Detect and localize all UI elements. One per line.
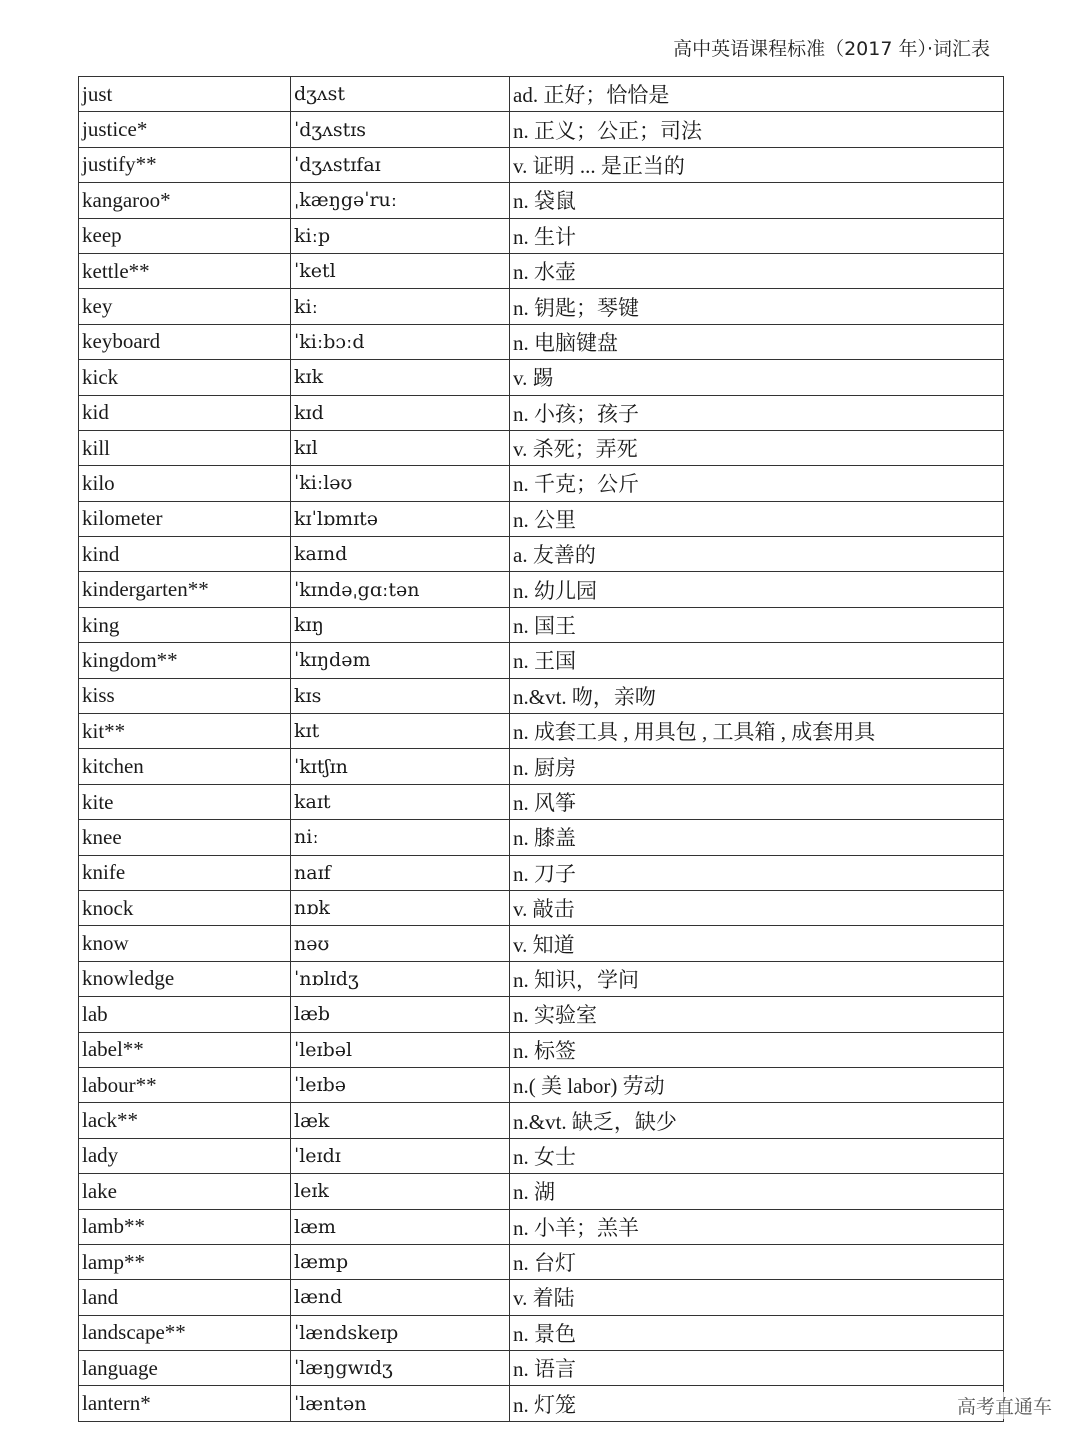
table-row (79, 147, 1004, 182)
word-cell: kindergarten** (79, 572, 291, 607)
phonetic-cell: læmp (291, 1244, 510, 1279)
phonetic-cell: ˈketl (291, 253, 510, 288)
meaning-cell: v. 知道 (510, 926, 1004, 961)
meaning-cell: n. 实验室 (510, 997, 1004, 1032)
phonetic-cell: ˈnɒlɪdʒ (291, 961, 510, 996)
meaning-cell: n. 正义；公正；司法 (510, 112, 1004, 147)
meaning-cell: n. 千克；公斤 (510, 466, 1004, 501)
phonetic-cell: kaɪnd (291, 537, 510, 572)
table-row (79, 1209, 1004, 1244)
word-cell: justify** (79, 147, 291, 182)
phonetic-cell: kɪk (291, 360, 510, 395)
table-row (79, 501, 1004, 536)
meaning-cell: v. 着陆 (510, 1280, 1004, 1315)
table-row (79, 360, 1004, 395)
table-row (79, 961, 1004, 996)
word-cell: kilo (79, 466, 291, 501)
watermark: 高考直通车 (957, 1392, 1052, 1419)
word-cell: justice* (79, 112, 291, 147)
word-cell: kiss (79, 678, 291, 713)
table-row (79, 749, 1004, 784)
word-cell: know (79, 926, 291, 961)
word-cell: kettle** (79, 253, 291, 288)
meaning-cell: n. 幼儿园 (510, 572, 1004, 607)
meaning-cell: n. 袋鼠 (510, 183, 1004, 218)
meaning-cell: n. 标签 (510, 1032, 1004, 1067)
word-cell: kitchen (79, 749, 291, 784)
phonetic-cell: ˈlæŋgwɪdʒ (291, 1351, 510, 1386)
meaning-cell: n. 公里 (510, 501, 1004, 536)
table-row (79, 1280, 1004, 1315)
table-row (79, 572, 1004, 607)
phonetic-cell: kɪd (291, 395, 510, 430)
phonetic-cell: naɪf (291, 855, 510, 890)
phonetic-cell: nɒk (291, 890, 510, 925)
word-cell: kite (79, 784, 291, 819)
word-cell: kingdom** (79, 643, 291, 678)
table-row (79, 218, 1004, 253)
word-cell: keyboard (79, 324, 291, 359)
word-cell: lack** (79, 1103, 291, 1138)
word-cell: label** (79, 1032, 291, 1067)
phonetic-cell: ˈkiːləʊ (291, 466, 510, 501)
word-cell: lantern* (79, 1386, 291, 1421)
word-cell: knowledge (79, 961, 291, 996)
phonetic-cell: læm (291, 1209, 510, 1244)
meaning-cell: n. 成套工具 , 用具包 , 工具箱 , 成套用具 (510, 714, 1004, 749)
table-row (79, 289, 1004, 324)
table-row (79, 714, 1004, 749)
meaning-cell: n. 灯笼 (510, 1386, 1004, 1421)
phonetic-cell: kɪˈlɒmɪtə (291, 501, 510, 536)
table-row (79, 324, 1004, 359)
word-cell: kilometer (79, 501, 291, 536)
phonetic-cell: ˈdʒʌstɪfaɪ (291, 147, 510, 182)
table-row (79, 253, 1004, 288)
table-row (79, 1244, 1004, 1279)
phonetic-cell: niː (291, 820, 510, 855)
meaning-cell: n. 台灯 (510, 1244, 1004, 1279)
word-cell: lady (79, 1138, 291, 1173)
table-row (79, 678, 1004, 713)
phonetic-cell: dʒʌst (291, 77, 510, 112)
table-row (79, 183, 1004, 218)
phonetic-cell: kɪt (291, 714, 510, 749)
meaning-cell: n.&vt. 缺乏，缺少 (510, 1103, 1004, 1138)
phonetic-cell: kɪŋ (291, 607, 510, 642)
word-cell: labour** (79, 1067, 291, 1102)
word-cell: just (79, 77, 291, 112)
phonetic-cell: ˈleɪbəl (291, 1032, 510, 1067)
table-row (79, 430, 1004, 465)
meaning-cell: n.&vt. 吻，亲吻 (510, 678, 1004, 713)
meaning-cell: ad. 正好；恰恰是 (510, 77, 1004, 112)
table-row (79, 643, 1004, 678)
word-cell: language (79, 1351, 291, 1386)
phonetic-cell: kɪs (291, 678, 510, 713)
phonetic-cell: ˈkɪndəˌgɑːtən (291, 572, 510, 607)
meaning-cell: n. 语言 (510, 1351, 1004, 1386)
meaning-cell: n. 王国 (510, 643, 1004, 678)
table-row (79, 890, 1004, 925)
word-cell: kill (79, 430, 291, 465)
phonetic-cell: leɪk (291, 1174, 510, 1209)
table-row (79, 926, 1004, 961)
table-row (79, 784, 1004, 819)
phonetic-cell: ˈlændskeɪp (291, 1315, 510, 1350)
table-row (79, 77, 1004, 112)
phonetic-cell: lænd (291, 1280, 510, 1315)
table-row (79, 395, 1004, 430)
meaning-cell: v. 敲击 (510, 890, 1004, 925)
meaning-cell: n. 钥匙；琴键 (510, 289, 1004, 324)
phonetic-cell: ˌkæŋgəˈruː (291, 183, 510, 218)
word-cell: knife (79, 855, 291, 890)
word-cell: lake (79, 1174, 291, 1209)
word-cell: king (79, 607, 291, 642)
phonetic-cell: nəʊ (291, 926, 510, 961)
table-row (79, 1138, 1004, 1173)
word-cell: land (79, 1280, 291, 1315)
phonetic-cell: kiːp (291, 218, 510, 253)
word-cell: kind (79, 537, 291, 572)
phonetic-cell: kɪl (291, 430, 510, 465)
meaning-cell: n. 刀子 (510, 855, 1004, 890)
word-cell: kid (79, 395, 291, 430)
vocabulary-table (78, 76, 1004, 1422)
table-row (79, 1067, 1004, 1102)
phonetic-cell: kaɪt (291, 784, 510, 819)
meaning-cell: n. 膝盖 (510, 820, 1004, 855)
table-row (79, 112, 1004, 147)
table-row (79, 1103, 1004, 1138)
phonetic-cell: kiː (291, 289, 510, 324)
phonetic-cell: ˈleɪdɪ (291, 1138, 510, 1173)
word-cell: landscape** (79, 1315, 291, 1350)
meaning-cell: n. 湖 (510, 1174, 1004, 1209)
table-row (79, 1174, 1004, 1209)
phonetic-cell: læb (291, 997, 510, 1032)
meaning-cell: v. 踢 (510, 360, 1004, 395)
meaning-cell: n. 小孩；孩子 (510, 395, 1004, 430)
table-row (79, 820, 1004, 855)
meaning-cell: a. 友善的 (510, 537, 1004, 572)
table-row (79, 1032, 1004, 1067)
phonetic-cell: ˈkɪtʃɪn (291, 749, 510, 784)
table-row (79, 855, 1004, 890)
table-row (79, 537, 1004, 572)
table-row (79, 1351, 1004, 1386)
phonetic-cell: ˈdʒʌstɪs (291, 112, 510, 147)
word-cell: kangaroo* (79, 183, 291, 218)
table-row (79, 607, 1004, 642)
meaning-cell: n. 生计 (510, 218, 1004, 253)
word-cell: knock (79, 890, 291, 925)
meaning-cell: n. 水壶 (510, 253, 1004, 288)
table-row (79, 1315, 1004, 1350)
meaning-cell: n. 风筝 (510, 784, 1004, 819)
meaning-cell: n. 小羊；羔羊 (510, 1209, 1004, 1244)
meaning-cell: v. 证明 ... 是正当的 (510, 147, 1004, 182)
meaning-cell: v. 杀死；弄死 (510, 430, 1004, 465)
word-cell: key (79, 289, 291, 324)
word-cell: lab (79, 997, 291, 1032)
meaning-cell: n.( 美 labor) 劳动 (510, 1067, 1004, 1102)
page-header: 高中英语课程标准（2017 年）·词汇表 (673, 38, 990, 60)
table-row (79, 997, 1004, 1032)
phonetic-cell: ˈleɪbə (291, 1067, 510, 1102)
word-cell: knee (79, 820, 291, 855)
meaning-cell: n. 厨房 (510, 749, 1004, 784)
meaning-cell: n. 景色 (510, 1315, 1004, 1350)
phonetic-cell: læk (291, 1103, 510, 1138)
phonetic-cell: ˈkɪŋdəm (291, 643, 510, 678)
phonetic-cell: ˈkiːbɔːd (291, 324, 510, 359)
word-cell: kit** (79, 714, 291, 749)
phonetic-cell: ˈlæntən (291, 1386, 510, 1421)
meaning-cell: n. 女士 (510, 1138, 1004, 1173)
word-cell: lamb** (79, 1209, 291, 1244)
meaning-cell: n. 国王 (510, 607, 1004, 642)
word-cell: lamp** (79, 1244, 291, 1279)
word-cell: keep (79, 218, 291, 253)
word-cell: kick (79, 360, 291, 395)
meaning-cell: n. 电脑键盘 (510, 324, 1004, 359)
meaning-cell: n. 知识，学问 (510, 961, 1004, 996)
table-row (79, 466, 1004, 501)
table-row (79, 1386, 1004, 1421)
